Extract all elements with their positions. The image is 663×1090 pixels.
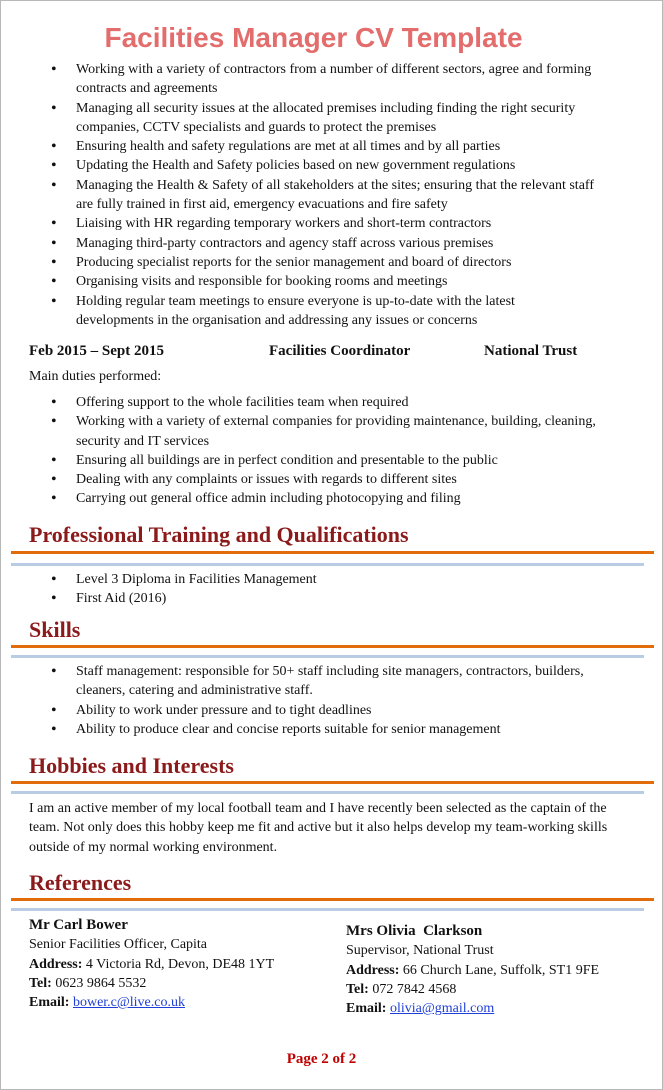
list-item: • Level 3 Diploma in Facilities Management [1,570,596,589]
email-link[interactable]: bower.c@live.co.uk [72,995,185,1011]
hobbies-text: I am an active member of my local football team and I have recently been selected as the captain of the team. Not only does this hobby keep me fit and active but it also helps develop my team-working skills outside of my normal working environment. [29,801,608,855]
list-item: • Working with a variety of external companies for providing maintenance, building, cleaning, security and IT services [1,412,596,451]
list-item: • Dealing with any complaints or issues with regards to different sites [1,470,596,489]
list-item: • Managing all security issues at the allocated premises including finding the right security companies, CCTV specialists and guards to protect the premises [1,99,596,138]
list-item: • Managing third-party contractors and agency staff across various premises [1,234,596,253]
list-item: • Working with a variety of contractors from a number of different sectors, agree and forming contracts and agreements [1,60,596,99]
list-item: • Ability to work under pressure and to tight deadlines [1,701,596,720]
section-heading-hobbies: Hobbies and Interests [29,753,234,778]
reference-address: Address: 66 Church Lane, Suffolk, ST1 9FE [346,962,600,978]
section-divider [11,781,654,784]
list-item: • Producing specialist reports for the senior management and board of directors [1,253,596,272]
reference-2 [346,922,599,1018]
list-item: • Ability to produce clear and concise reports suitable for senior management [1,720,596,739]
list-item: • Ensuring all buildings are in perfect condition and presentable to the public [1,451,596,470]
list-item: • Managing the Health & Safety of all stakeholders at the sites; ensuring that the relevant staff are fully trained in first aid, emergency evacuations and fire safety [1,176,596,215]
reference-position: Supervisor, National Trust [346,943,494,959]
section-heading-training: Professional Training and Qualifications [29,522,409,547]
section-divider [11,898,654,901]
document-title: Facilities Manager CV Template [104,22,523,53]
list-item: • Liaising with HR regarding temporary workers and short-term contractors [1,214,596,233]
email-link[interactable]: olivia@gmail.com [389,1001,495,1017]
reference-name: Mrs Olivia Clarkson [346,923,483,939]
list-item: • First Aid (2016) [1,589,596,608]
responsibilities-list [1,60,596,330]
list-item: • Staff management: responsible for 50+ staff including site managers, contractors, builders, cleaners, catering and administrative staff. [1,662,596,701]
reference-address: Address: 4 Victoria Rd, Devon, DE48 1YT [29,956,275,972]
list-item: • Offering support to the whole facilities team when required [1,393,596,412]
job-role: Facilities Coordinator [269,343,411,359]
section-divider [11,908,644,911]
skills-list [1,662,596,739]
reference-tel: Tel: 072 7842 4568 [346,981,457,997]
page-number: Page 2 of 2 [286,1051,357,1067]
list-item: • Carrying out general office admin including photocopying and filing [1,489,596,508]
section-divider [11,563,644,566]
reference-name: Mr Carl Bower [29,917,128,933]
job-dates: Feb 2015 – Sept 2015 [29,343,164,359]
list-item: • Ensuring health and safety regulations are met at all times and by all parties [1,137,596,156]
section-divider [11,791,644,794]
reference-email: Email: olivia@gmail.com [346,1001,495,1017]
job-header [29,341,629,361]
list-item: • Updating the Health and Safety policies based on new government regulations [1,156,596,175]
section-divider [11,655,644,658]
list-item: • Holding regular team meetings to ensure everyone is up-to-date with the latest developments in the organisation and addressing any issues or concerns [1,292,596,331]
duties-list [1,393,596,509]
reference-1 [29,916,274,1012]
reference-position: Senior Facilities Officer, Capita [29,937,208,953]
training-list [1,570,596,609]
reference-email: Email: bower.c@live.co.uk [29,995,185,1011]
duties-label: Main duties performed: [29,369,162,384]
section-heading-references: References [29,870,132,895]
list-item: • Organising visits and responsible for booking rooms and meetings [1,272,596,291]
reference-tel: Tel: 0623 9864 5532 [29,975,147,991]
section-heading-skills: Skills [29,617,81,642]
section-divider [11,645,654,648]
job-employer: National Trust [484,343,578,359]
section-divider [11,551,654,554]
